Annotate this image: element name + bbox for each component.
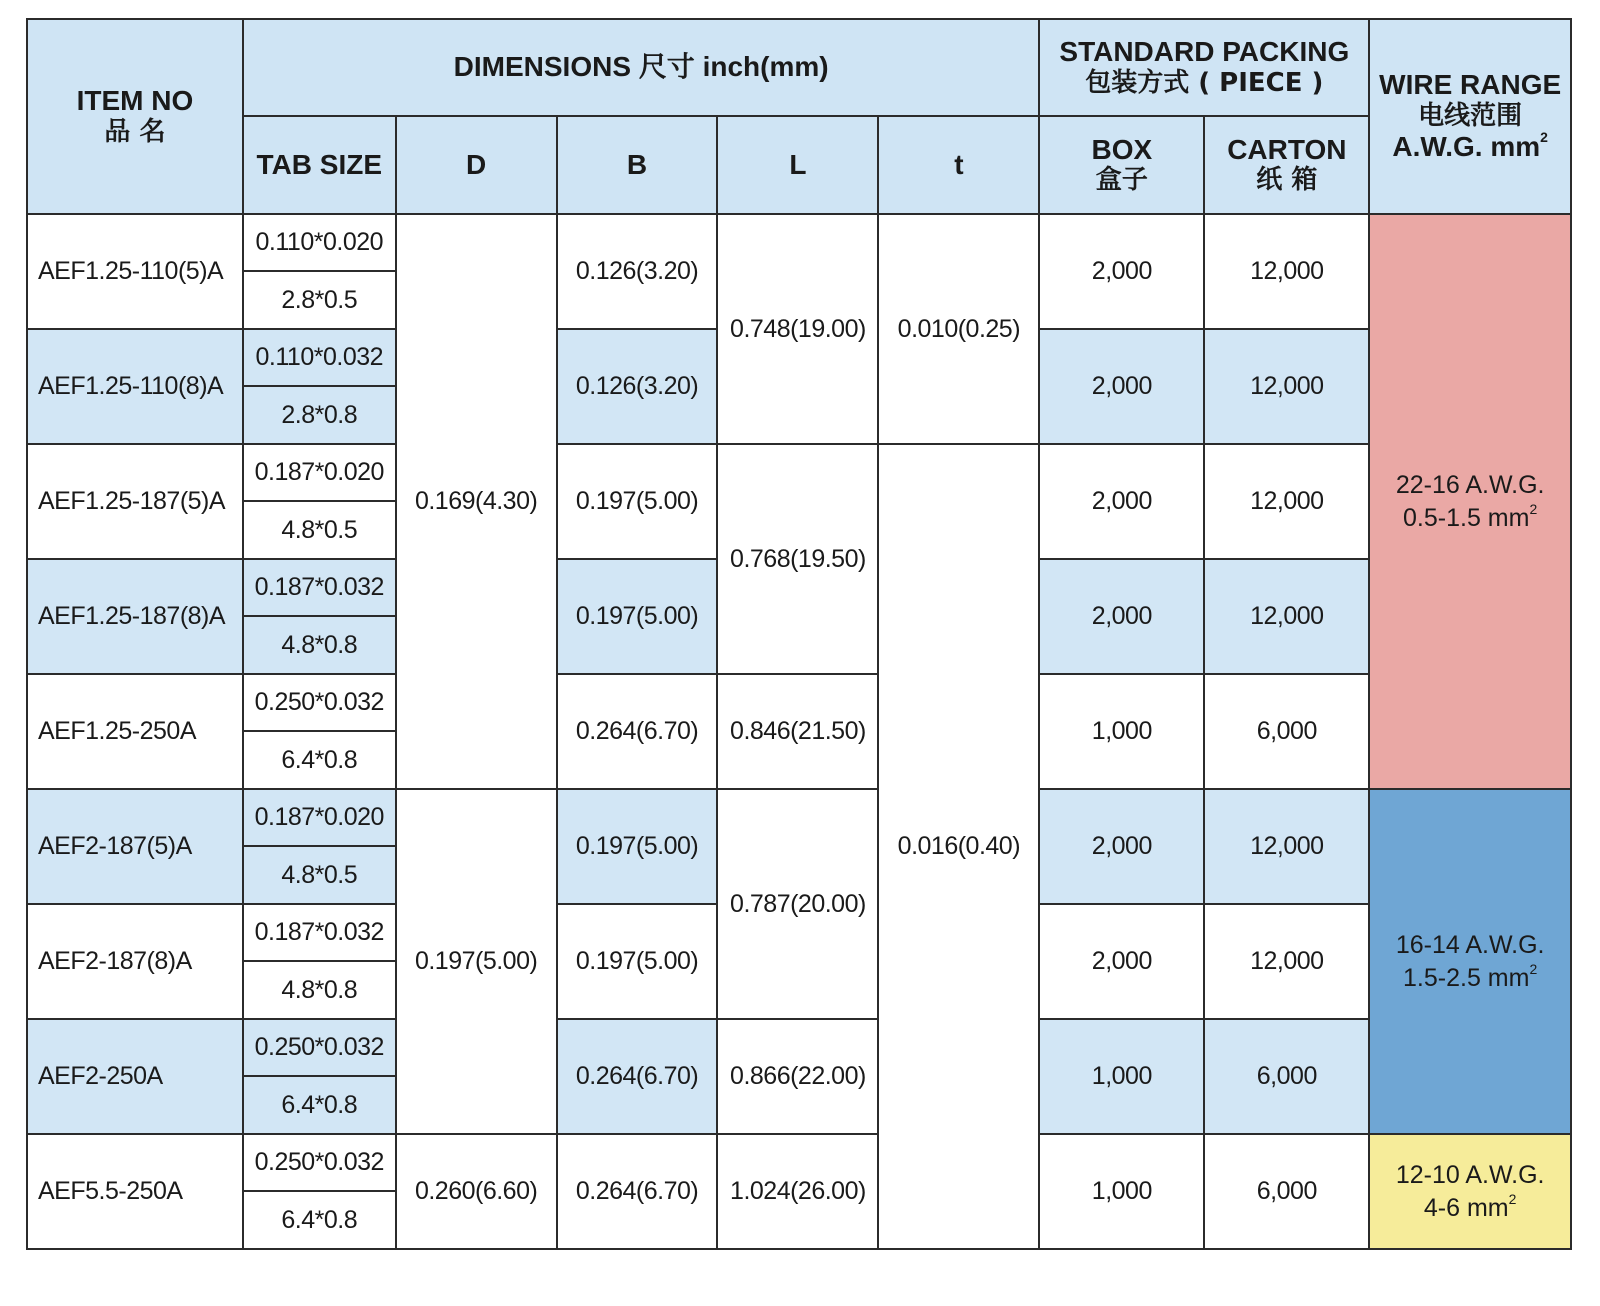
tab-inch-cell: 0.250*0.032 xyxy=(243,674,396,731)
wire-range-header xyxy=(1369,19,1571,214)
standard-packing-header xyxy=(1039,19,1369,116)
tab-inch-cell: 0.187*0.032 xyxy=(243,904,396,961)
tab-inch-cell: 0.187*0.020 xyxy=(243,444,396,501)
tab-inch-cell: 0.110*0.032 xyxy=(243,329,396,386)
b-cell: 0.126(3.20) xyxy=(557,214,718,329)
d-cell: 0.197(5.00) xyxy=(396,789,557,1134)
d-cell: 0.169(4.30) xyxy=(396,214,557,789)
carton-cell: 12,000 xyxy=(1204,904,1369,1019)
t-header: t xyxy=(878,116,1039,214)
carton-cell: 6,000 xyxy=(1204,674,1369,789)
tab-mm-cell: 4.8*0.5 xyxy=(243,501,396,559)
box-label: BOX xyxy=(1091,133,1153,165)
item-cell: AEF1.25-187(5)A xyxy=(27,444,243,559)
tab-inch-cell: 0.250*0.032 xyxy=(243,1019,396,1076)
standard-packing-label: STANDARD PACKING xyxy=(1059,36,1350,68)
tab-inch-cell: 0.110*0.020 xyxy=(243,214,396,271)
item-cell: AEF1.25-110(8)A xyxy=(27,329,243,444)
wire-range-awg: 12-10 A.W.G. xyxy=(1395,1161,1545,1189)
item-cell: AEF2-250A xyxy=(27,1019,243,1134)
carton-cell: 6,000 xyxy=(1204,1134,1369,1249)
b-cell: 0.264(6.70) xyxy=(557,1134,718,1249)
wire-range-label-zh: 电线范围 xyxy=(1418,100,1523,131)
item-cell: AEF2-187(5)A xyxy=(27,789,243,904)
wire-range-sup: 2 xyxy=(1529,500,1538,517)
box-cell: 2,000 xyxy=(1039,789,1204,904)
l-cell: 0.846(21.50) xyxy=(717,674,878,789)
dimensions-label: DIMENSIONS 尺寸 inch(mm) xyxy=(453,51,829,83)
wire-range-awg: 16-14 A.W.G. xyxy=(1395,931,1545,959)
b-cell: 0.197(5.00) xyxy=(557,904,718,1019)
tab-mm-cell: 6.4*0.8 xyxy=(243,1076,396,1134)
item-no-label: ITEM NO xyxy=(76,85,194,117)
item-cell: AEF2-187(8)A xyxy=(27,904,243,1019)
b-cell: 0.126(3.20) xyxy=(557,329,718,444)
carton-header xyxy=(1204,116,1369,214)
b-cell: 0.197(5.00) xyxy=(557,444,718,559)
wire-range-label: WIRE RANGE xyxy=(1379,69,1562,101)
tab-mm-cell: 6.4*0.8 xyxy=(243,731,396,789)
carton-cell: 6,000 xyxy=(1204,1019,1369,1134)
tab-mm-cell: 6.4*0.8 xyxy=(243,1191,396,1249)
wire-range-awg: 22-16 A.W.G. xyxy=(1395,471,1545,499)
t-cell: 0.010(0.25) xyxy=(878,214,1039,444)
item-cell: AEF1.25-187(8)A xyxy=(27,559,243,674)
wire-range-sup: 2 xyxy=(1508,1190,1517,1207)
dimensions-header xyxy=(243,19,1039,116)
carton-label: CARTON xyxy=(1227,133,1347,165)
box-cell: 2,000 xyxy=(1039,904,1204,1019)
tab-inch-cell: 0.250*0.032 xyxy=(243,1134,396,1191)
wire-range-unit-sup: 2 xyxy=(1540,129,1548,146)
l-cell: 0.768(19.50) xyxy=(717,444,878,674)
box-cell: 2,000 xyxy=(1039,214,1204,329)
item-no-header xyxy=(27,19,243,214)
box-cell: 2,000 xyxy=(1039,444,1204,559)
wire-range-unit xyxy=(1392,131,1548,162)
wire-range-mm: 4-6 mm xyxy=(1423,1193,1509,1222)
carton-cell: 12,000 xyxy=(1204,444,1369,559)
carton-cell: 12,000 xyxy=(1204,329,1369,444)
d-header: D xyxy=(396,116,557,214)
tab-inch-cell: 0.187*0.032 xyxy=(243,559,396,616)
item-no-label-zh: 品 名 xyxy=(104,116,166,147)
wire-range-sup: 2 xyxy=(1529,960,1538,977)
box-cell: 1,000 xyxy=(1039,1019,1204,1134)
b-cell: 0.264(6.70) xyxy=(557,674,718,789)
wire-range-unit-text: A.W.G. mm xyxy=(1392,131,1541,163)
carton-cell: 12,000 xyxy=(1204,789,1369,904)
item-cell: AEF1.25-110(5)A xyxy=(27,214,243,329)
wire-range-cell-2 xyxy=(1369,789,1571,1134)
spec-table-wrapper xyxy=(26,18,1572,1250)
b-cell: 0.264(6.70) xyxy=(557,1019,718,1134)
item-cell: AEF1.25-250A xyxy=(27,674,243,789)
l-header: L xyxy=(717,116,878,214)
box-cell: 2,000 xyxy=(1039,559,1204,674)
wire-range-mm: 0.5-1.5 mm xyxy=(1403,503,1530,532)
b-cell: 0.197(5.00) xyxy=(557,789,718,904)
l-cell: 0.787(20.00) xyxy=(717,789,878,1019)
tab-inch-cell: 0.187*0.020 xyxy=(243,789,396,846)
carton-label-zh: 纸 箱 xyxy=(1256,165,1318,196)
box-cell: 1,000 xyxy=(1039,674,1204,789)
standard-packing-label-zh: 包装方式 ( PIECE ) xyxy=(1085,67,1324,98)
box-header xyxy=(1039,116,1204,214)
tab-size-header: TAB SIZE xyxy=(243,116,396,214)
carton-cell: 12,000 xyxy=(1204,559,1369,674)
wire-range-cell-1 xyxy=(1369,214,1571,789)
tab-mm-cell: 4.8*0.8 xyxy=(243,961,396,1019)
carton-cell: 12,000 xyxy=(1204,214,1369,329)
tab-mm-cell: 4.8*0.8 xyxy=(243,616,396,674)
box-cell: 2,000 xyxy=(1039,329,1204,444)
tab-mm-cell: 2.8*0.5 xyxy=(243,271,396,329)
wire-range-mm: 1.5-2.5 mm xyxy=(1403,963,1530,992)
b-header: B xyxy=(557,116,718,214)
l-cell: 1.024(26.00) xyxy=(717,1134,878,1249)
item-cell: AEF5.5-250A xyxy=(27,1134,243,1249)
wire-range-cell-3 xyxy=(1369,1134,1571,1249)
d-cell: 0.260(6.60) xyxy=(396,1134,557,1249)
spec-table xyxy=(26,18,1572,1250)
tab-mm-cell: 2.8*0.8 xyxy=(243,386,396,444)
tab-mm-cell: 4.8*0.5 xyxy=(243,846,396,904)
box-label-zh: 盒子 xyxy=(1095,165,1148,196)
l-cell: 0.748(19.00) xyxy=(717,214,878,444)
box-cell: 1,000 xyxy=(1039,1134,1204,1249)
t-cell: 0.016(0.40) xyxy=(878,444,1039,1249)
l-cell: 0.866(22.00) xyxy=(717,1019,878,1134)
b-cell: 0.197(5.00) xyxy=(557,559,718,674)
